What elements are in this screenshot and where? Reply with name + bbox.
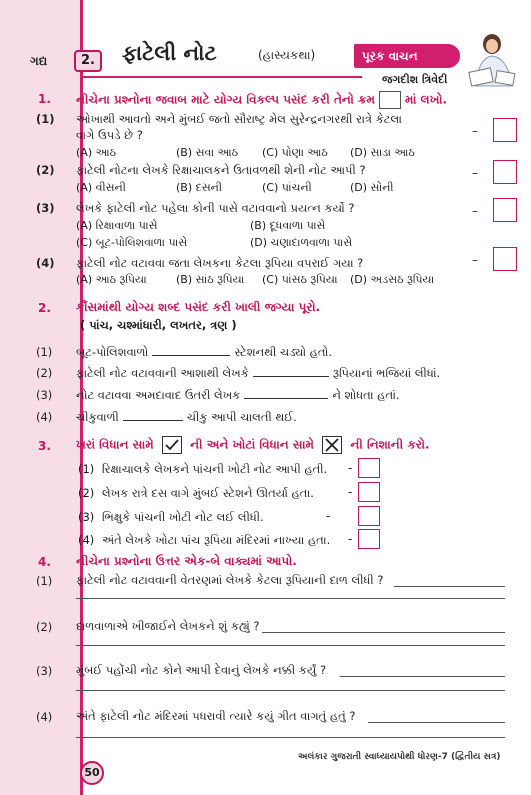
s4-q2-number: (2) <box>36 620 53 634</box>
q1-option-d: (D) સાડા આઠ <box>350 146 415 159</box>
s3-item4-text: અંતે લેખકે ખોટા પાંચ રૂપિયા મંદિરમાં નાખ્યા હતા. <box>102 533 331 547</box>
s3-item3-answer-box[interactable] <box>358 506 380 526</box>
q4-text: ફાટેલી નોટ વટાવવા જતા લેખકના કેટલા રૂપિયા વપરાઈ ગયા ? <box>76 256 364 270</box>
q1-number: (1) <box>36 112 55 126</box>
q3-option-a: (A) રિક્ષાવાળા પાસે <box>76 219 158 232</box>
supplementary-reading-tag: પૂરક વાચન <box>354 44 460 68</box>
q2-text: ફાટેલી નોટના લેખકે રિક્ષાચાલકને ઉતાવળથી શેની નોટ આપી ? <box>76 163 366 177</box>
q4-option-b: (B) સાંઠ રૂપિયા <box>176 273 245 286</box>
inline-answer-box <box>379 91 401 109</box>
s3-item1-answer-box[interactable] <box>358 458 380 478</box>
s3-item4-dash: - <box>348 532 353 546</box>
s2-item1 <box>76 345 332 360</box>
q2-option-a: (A) વીસની <box>76 181 126 194</box>
s4-q3-answer-line-1[interactable] <box>340 676 505 677</box>
section-3-heading-text-c: ની નિશાની કરો. <box>350 437 430 452</box>
s3-item2-number: (2) <box>78 486 95 500</box>
section-3-number: 3. <box>38 439 51 453</box>
q1-answer-box[interactable] <box>493 118 517 142</box>
section-1-heading-text-a: નીચેના પ્રશ્નોના જવાબ માટે યોગ્ય વિકલ્પ પસંદ કરી તેનો ક્રમ <box>76 92 375 107</box>
section-1-heading <box>76 91 447 109</box>
q2-dash: – <box>472 166 478 180</box>
q3-number: (3) <box>36 201 55 215</box>
section-2-number: 2. <box>38 301 51 315</box>
q1-option-b: (B) સવા આઠ <box>176 146 238 159</box>
lesson-number-badge: 2. <box>74 50 102 72</box>
s2-item3 <box>76 388 400 403</box>
section-2-heading: કૌંસમાંથી યોગ્ય શબ્દ પસંદ કરી ખાલી જગ્યા પૂરો. <box>76 300 321 314</box>
section-1-number: 1. <box>38 92 51 106</box>
s2-item1-number: (1) <box>36 345 53 359</box>
s3-item2-dash: - <box>348 485 353 499</box>
s2-item3-blank[interactable] <box>244 398 328 399</box>
section-2-word-bank: ( પાંચ, ચશ્માંધારી, લખતર, ત્રણ ) <box>80 318 237 332</box>
s2-item4-text-b: ચીકુ આપી ચાલતી થઈ. <box>186 410 297 424</box>
q3-option-c: (C) બૂટ-પોલિશવાળા પાસે <box>76 236 188 249</box>
s4-q4-text: અંતે ફાટેલી નોટ મંદિરમાં પધરાવી ત્યારે કયું ગીત વાગતું હતું ? <box>76 709 356 723</box>
s2-item1-text-a: બૂટ-પોલિશવાળો <box>76 345 149 359</box>
subject-label: ગદ્ય <box>30 54 48 68</box>
q3-option-b: (B) દૂધવાળા પાસે <box>250 219 326 232</box>
q2-answer-box[interactable] <box>493 160 517 184</box>
q1-option-c: (C) પોણા આઠ <box>262 146 328 159</box>
cross-mark-icon <box>322 436 342 454</box>
s2-item2 <box>76 366 440 381</box>
author-name: જગદીશ ત્રિવેદી <box>382 73 448 86</box>
section-3-heading-text-b: ની અને ખોટાં વિધાન સામે <box>190 437 315 452</box>
s2-item1-blank[interactable] <box>152 355 230 356</box>
s2-item2-number: (2) <box>36 366 53 380</box>
s4-q2-text: દાળવાળાએ ખીજાઈને લેખકને શું કહ્યું ? <box>76 619 260 633</box>
q2-option-c: (C) પાંચની <box>262 181 312 194</box>
s3-item1-dash: - <box>348 461 353 475</box>
book-title-footer: અલંકાર ગુજરાતી સ્વાધ્યાયપોથી ધોરણ-7 (દ્વિતીય સત્ર) <box>298 752 501 762</box>
lesson-header <box>0 32 531 90</box>
s4-q1-number: (1) <box>36 574 53 588</box>
s4-q3-answer-line-2[interactable] <box>76 690 505 691</box>
s2-item4-number: (4) <box>36 410 53 424</box>
s4-q1-text: ફાટેલી નોટ વટાવવાની વેતરણમાં લેખકે કેટલા રૂપિયાની દાળ લીધી ? <box>76 573 384 587</box>
q1-text-line2: વાગે ઉપડે છે ? <box>76 128 143 142</box>
s2-item2-text-a: ફાટેલી નોટ વટાવવાની આશાથી લેખકે <box>76 366 249 380</box>
s3-item3-text: ભિક્ષુકે પાંચની ખોટી નોટ લઈ લીધી. <box>102 510 264 524</box>
s3-item3-number: (3) <box>78 510 95 524</box>
section-4-heading: નીચેના પ્રશ્નોના ઉત્તર એક-બે વાક્યમાં આપો. <box>76 554 297 568</box>
q1-text: ઓખાથી આવતો અને મુંબઈ જતો સૌરાષ્ટ્ર મેલ સુરેન્દ્રનગરથી રાત્રે કેટલા <box>76 112 402 126</box>
s3-item3-dash: - <box>326 509 331 523</box>
s4-q2-answer-line-1[interactable] <box>262 632 505 633</box>
s2-item2-blank[interactable] <box>253 376 329 377</box>
q2-number: (2) <box>36 163 55 177</box>
s2-item4-blank[interactable] <box>123 420 183 421</box>
header-rule <box>82 76 362 78</box>
q2-option-d: (D) સોની <box>350 181 394 194</box>
s2-item3-text-b: ને શોધતા હતાં. <box>332 388 400 402</box>
q1-option-a: (A) આઠ <box>76 146 116 159</box>
s4-q2-answer-line-2[interactable] <box>76 645 505 646</box>
q2-option-b: (B) દસની <box>176 181 223 194</box>
q4-number: (4) <box>36 256 55 270</box>
q4-dash: – <box>472 253 478 267</box>
s2-item1-text-b: સ્ટેશનથી ચડ્યો હતો. <box>234 345 333 359</box>
check-mark-icon <box>162 436 182 454</box>
section-3-heading <box>76 436 430 454</box>
section-3-heading-text-a: ખરાં વિધાન સામે <box>76 437 154 452</box>
q4-option-a: (A) આઠ રૂપિયા <box>76 273 147 286</box>
reading-person-icon <box>456 32 522 88</box>
s3-item2-answer-box[interactable] <box>358 482 380 502</box>
q3-dash: – <box>472 204 478 218</box>
q3-answer-box[interactable] <box>493 198 517 222</box>
q3-text: લેખકે ફાટેલી નોટ પહેલા કોની પાસે વટાવવાનો પ્રયત્ન કર્યો ? <box>76 201 355 215</box>
s3-item4-answer-box[interactable] <box>358 529 380 549</box>
s4-q4-answer-line-2[interactable] <box>76 737 505 738</box>
s3-item4-number: (4) <box>78 533 95 547</box>
s3-item2-text: લેખક રાત્રે દસ વાગે મુંબઈ સ્ટેશને ઊતર્યા હતા. <box>102 486 314 500</box>
s2-item4-text-a: ચીકુવાળી <box>76 410 119 424</box>
q4-option-c: (C) પાંસઠ રૂપિયા <box>262 273 338 286</box>
q4-option-d: (D) અડસઠ રૂપિયા <box>350 273 435 286</box>
s2-item3-text-a: નોટ વટાવવા અમદાવાદ ઉતરી લેખક <box>76 388 241 402</box>
lesson-title: ફાટેલી નોટ <box>122 41 217 65</box>
s4-q3-text: મુંબઈ પહોંચી નોટ કોને આપી દેવાનું લેખકે નક્કી કર્યું ? <box>76 663 327 677</box>
s2-item4 <box>76 410 297 425</box>
q1-dash: – <box>472 124 478 138</box>
section-1-heading-text-b: માં લખો. <box>404 92 448 107</box>
s4-q1-answer-line-1[interactable] <box>394 586 505 587</box>
q3-option-d: (D) ચણાદાળવાળા પાસે <box>250 236 353 249</box>
s4-q4-answer-line-1[interactable] <box>368 722 505 723</box>
lesson-genre: (હાસ્યકથા) <box>258 48 316 62</box>
s2-item3-number: (3) <box>36 388 53 402</box>
page-number: 50 <box>80 761 104 785</box>
s3-item1-number: (1) <box>78 462 95 476</box>
section-4-number: 4. <box>38 555 51 569</box>
s2-item2-text-b: રૂપિયાનાં ભજિયાં લીધાં. <box>332 366 441 380</box>
s4-q3-number: (3) <box>36 664 53 678</box>
s4-q1-answer-line-2[interactable] <box>76 598 505 599</box>
s4-q4-number: (4) <box>36 710 53 724</box>
s3-item1-text: રિક્ષાચાલકે લેખકને પાંચની ખોટી નોટ આપી હતી. <box>102 462 328 476</box>
q4-answer-box[interactable] <box>493 247 517 271</box>
